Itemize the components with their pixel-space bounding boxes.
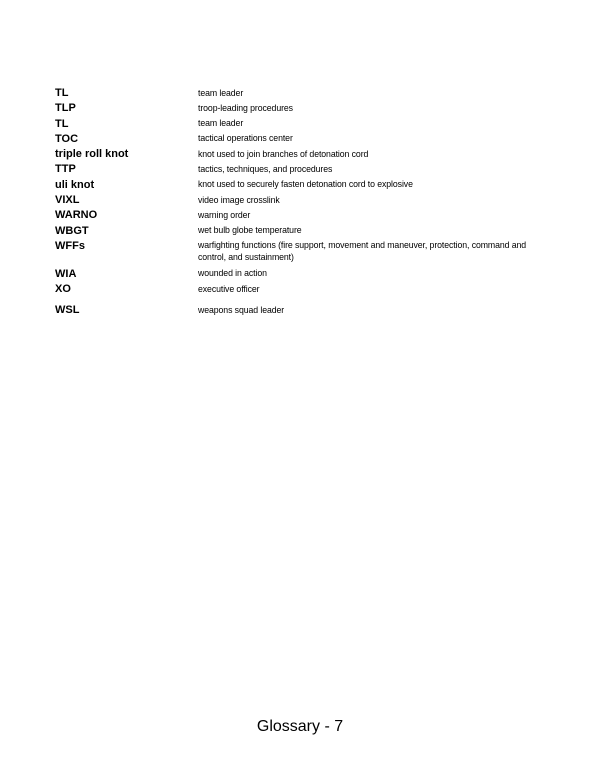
glossary-definition: troop-leading procedures [198,102,293,114]
glossary-entry [55,147,555,162]
glossary-entry [55,267,555,282]
glossary-entry [55,224,555,239]
glossary-definition: tactics, techniques, and procedures [198,163,333,175]
glossary-entry [55,178,555,193]
glossary-entry [55,86,555,101]
glossary-term: TLP [55,102,76,115]
glossary-entry [55,132,555,147]
glossary-term: VIXL [55,194,80,207]
glossary-definition: warfighting functions (fire support, movement and maneuver, protection, command and control, and sustainment) [198,240,527,264]
glossary-entry [55,162,555,177]
glossary-term: WIA [55,267,77,280]
glossary-entry [55,303,555,318]
glossary-definition: wounded in action [198,268,267,280]
glossary-entry [55,101,555,116]
glossary-entry [55,193,555,208]
glossary-definition: wet bulb globe temperature [198,225,302,237]
glossary-definition: tactical operations center [198,133,293,145]
glossary-term: triple roll knot [55,148,129,161]
glossary-list [55,86,555,319]
glossary-term: TL [55,117,69,130]
glossary-definition: warning order [198,209,251,221]
glossary-term: XO [55,283,71,296]
glossary-term: WSL [55,304,80,317]
glossary-term: TTP [55,163,76,176]
glossary-term: TL [55,87,69,99]
page-footer: Glossary - 7 [256,718,344,735]
glossary-definition: weapons squad leader [198,304,285,316]
glossary-term: WBGT [55,224,89,237]
glossary-definition: knot used to join branches of detonation cord [198,148,369,160]
glossary-entry [55,239,555,267]
glossary-definition: executive officer [198,283,260,295]
glossary-definition: team leader [198,87,244,99]
glossary-definition: knot used to securely fasten detonation cord to explosive [198,179,413,191]
glossary-definition: team leader [198,118,244,130]
glossary-term: WFFs [55,239,85,252]
glossary-entry [55,282,555,303]
glossary-definition: video image crosslink [198,194,280,206]
glossary-entry [55,117,555,132]
glossary-term: TOC [55,132,79,145]
glossary-term: uli knot [55,178,95,191]
glossary-term: WARNO [55,209,98,222]
glossary-entry [55,208,555,223]
